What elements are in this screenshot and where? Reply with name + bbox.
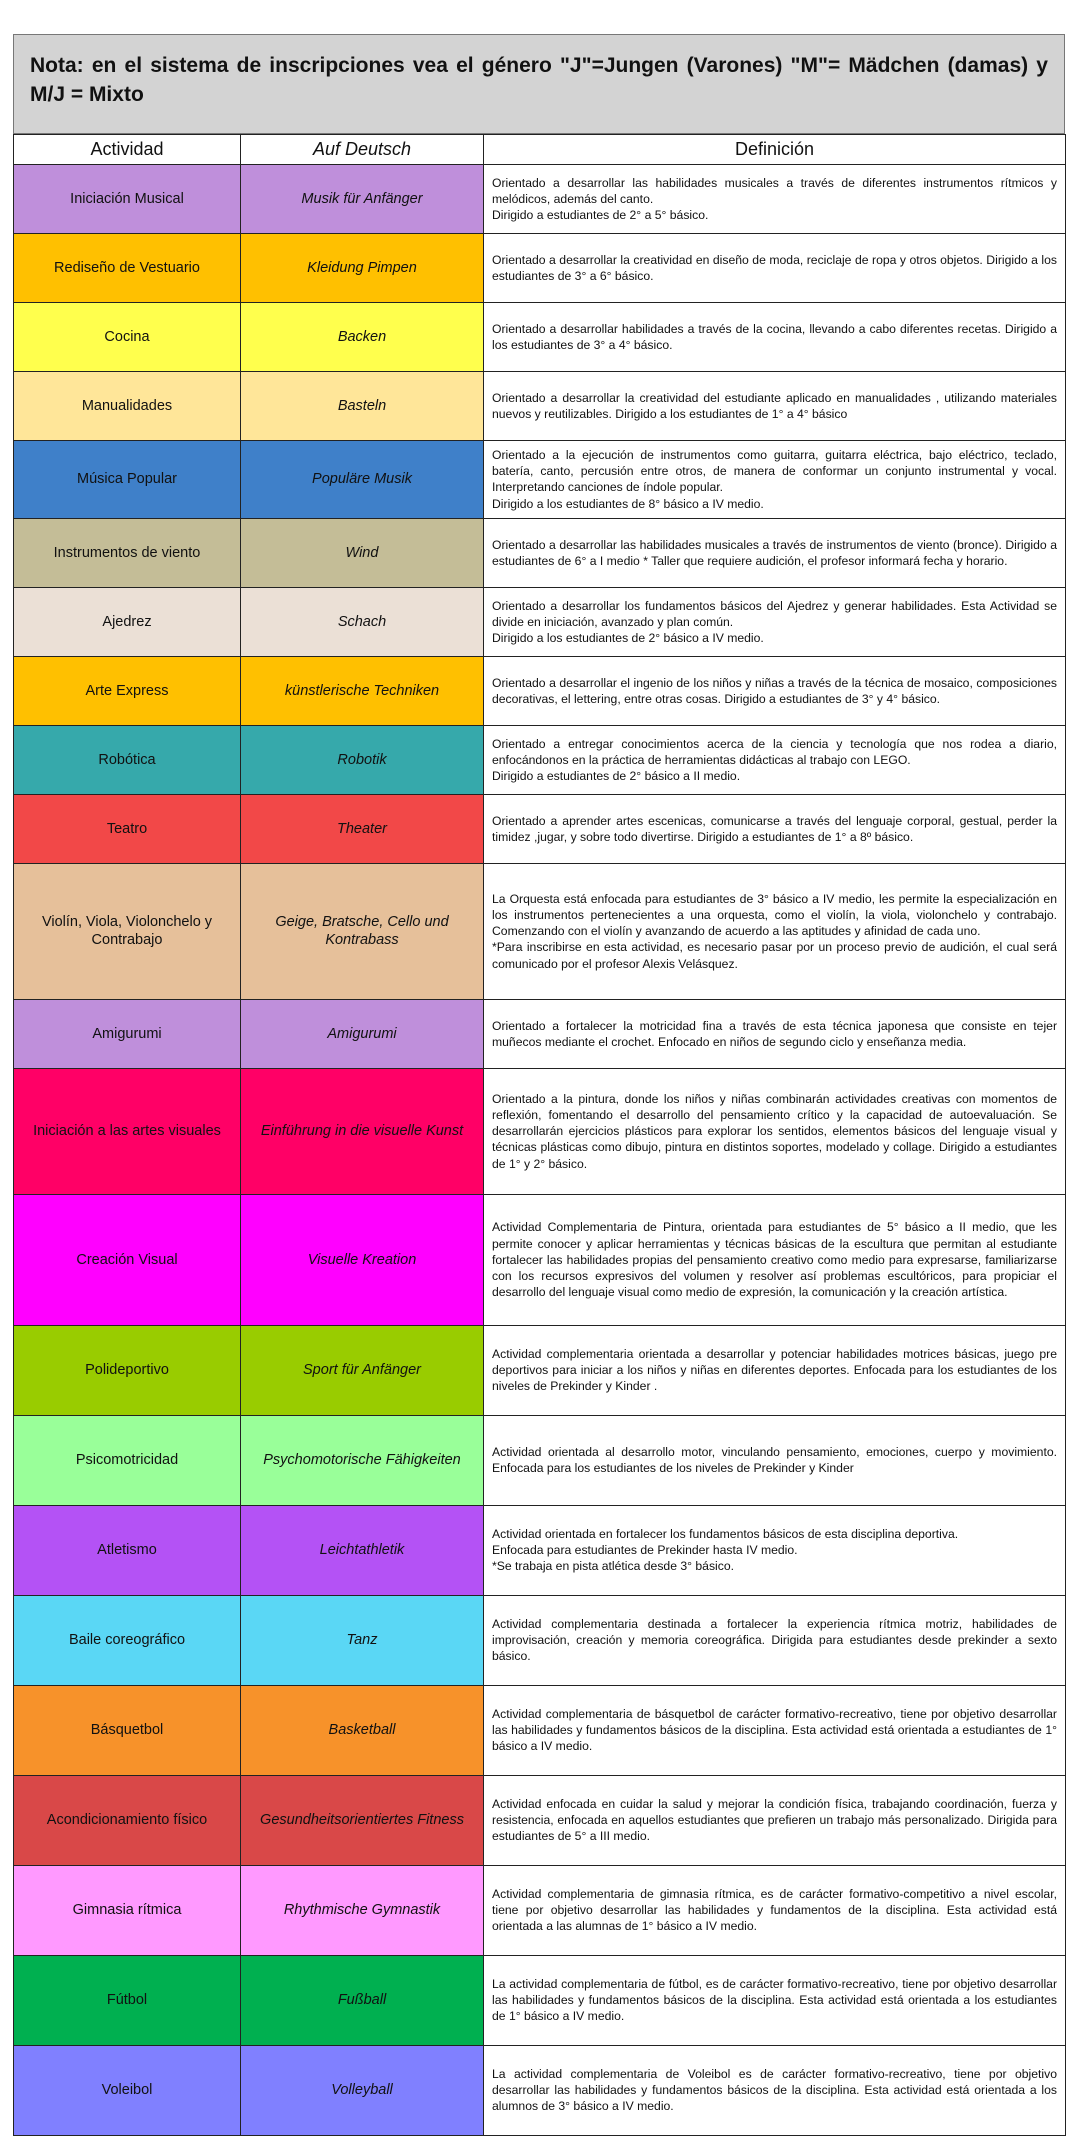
activity-definition: Orientado a desarrollar las habilidades musicales a través de instrumentos de viento (bronce). Dirigido a estudiantes de 6° a I medio * Taller que requiere audición, el profesor informará fecha y horario.	[492, 537, 1057, 568]
activity-german-name: Schach	[241, 587, 484, 656]
table-row	[14, 656, 1066, 725]
table-row	[14, 2045, 1066, 2135]
activity-german-name: Gesundheitsorientiertes Fitness	[241, 1775, 484, 1865]
activity-name: Básquetbol	[14, 1685, 241, 1775]
table-row	[14, 165, 1066, 234]
activity-definition-cell	[484, 1685, 1066, 1775]
activity-definition: Orientado a desarrollar habilidades a través de la cocina, llevando a cabo diferentes recetas. Dirigido a los estudiantes de 3° a 4° básico.	[492, 321, 1057, 352]
activity-name: Creación Visual	[14, 1194, 241, 1325]
activities-table	[13, 134, 1066, 2136]
activity-definition: Orientado a desarrollar la creatividad en diseño de moda, reciclaje de ropa y otros objetos. Dirigido a los estudiantes de 3° a 6° básico.	[492, 252, 1057, 283]
activity-name: Gimnasia rítmica	[14, 1865, 241, 1955]
activity-german-name: Rhythmische Gymnastik	[241, 1865, 484, 1955]
activity-definition: La actividad complementaria de fútbol, es de carácter formativo-recreativo, tiene por objetivo desarrollar las habilidades y fundamentos básicos de la disciplina. Esta actividad está orientada a los estudiantes de 1° básico a IV medio.	[492, 1977, 1057, 2024]
activity-german-name: Visuelle Kreation	[241, 1194, 484, 1325]
activity-definition: Actividad complementaria de básquetbol de carácter formativo-recreativo, tiene por objetivo desarrollar las habilidades y fundamentos básicos de la disciplina. Esta actividad está orientada a estudiantes de 1° básico a IV medio.	[492, 1707, 1057, 1754]
activity-definition-cell	[484, 1865, 1066, 1955]
table-row	[14, 999, 1066, 1068]
table-row	[14, 1775, 1066, 1865]
activity-definition-cell	[484, 1415, 1066, 1505]
activity-german-name: Psychomotorische Fähigkeiten	[241, 1415, 484, 1505]
activity-german-name: Kleidung Pimpen	[241, 234, 484, 303]
activity-name: Psicomotricidad	[14, 1415, 241, 1505]
activity-definition: La actividad complementaria de Voleibol es de carácter formativo-recreativo, tiene por objetivo desarrollar las habilidades y fundamentos básicos de la disciplina. Esta actividad está orientada a los alumnos de 3° básico a IV medio.	[492, 2067, 1057, 2114]
activity-definition: Actividad complementaria orientada a desarrollar y potenciar habilidades motrices básicas, juego pre deportivos para iniciar a los niños y niñas en diferentes deportes. Enfocada para los estudiantes de los niveles de Prekinder y Kinder .	[492, 1347, 1057, 1394]
activity-name: Amigurumi	[14, 999, 241, 1068]
activity-german-name: Wind	[241, 518, 484, 587]
activity-name: Arte Express	[14, 656, 241, 725]
activity-definition-cell	[484, 372, 1066, 441]
activity-german-name: Backen	[241, 303, 484, 372]
activity-name: Ajedrez	[14, 587, 241, 656]
activity-definition-cell	[484, 1775, 1066, 1865]
table-row	[14, 441, 1066, 519]
activity-definition: Orientado a entregar conocimientos acerca de la ciencia y tecnología que nos rodea a diario, enfocándonos en la práctica de herramientas didácticas al trabajo con LEGO. Dirigido a estudiantes de 2° básico a II medio.	[492, 736, 1057, 783]
activity-german-name: Fußball	[241, 1955, 484, 2045]
table-row	[14, 1505, 1066, 1595]
activity-name: Polideportivo	[14, 1325, 241, 1415]
activity-definition-cell	[484, 234, 1066, 303]
activity-definition-cell	[484, 165, 1066, 234]
activity-name: Rediseño de Vestuario	[14, 234, 241, 303]
table-row	[14, 1955, 1066, 2045]
header-definicion: Definición	[484, 135, 1066, 165]
activity-definition-cell	[484, 863, 1066, 999]
table-row	[14, 518, 1066, 587]
activity-definition-cell	[484, 587, 1066, 656]
table-row	[14, 1595, 1066, 1685]
activity-german-name: Einführung in die visuelle Kunst	[241, 1068, 484, 1194]
activity-name: Iniciación a las artes visuales	[14, 1068, 241, 1194]
table-row	[14, 234, 1066, 303]
table-row	[14, 587, 1066, 656]
activity-definition-cell	[484, 656, 1066, 725]
table-row	[14, 1068, 1066, 1194]
activity-definition: Actividad orientada al desarrollo motor, vinculando pensamiento, emociones, cuerpo y movimiento. Enfocada para los estudiantes de los niveles de Prekinder y Kinder	[492, 1445, 1057, 1476]
activity-definition-cell	[484, 518, 1066, 587]
activity-definition: Orientado a la pintura, donde los niños y niñas combinarán actividades creativas con momentos de reflexión, fomentando el desarrollo del pensamiento crítico y la capacidad de autoevaluación. Se desarrollarán ejercicios plásticos para explorar los sentidos, elementos básicos del lenguaje visual y técnicas plásticas como dibujo, pintura en distintos soportes, modelado y collage. Dirigido a estudiantes de 1° y 2° básico.	[492, 1091, 1057, 1171]
activity-name: Violín, Viola, Violonchelo y Contrabajo	[14, 863, 241, 999]
table-row	[14, 1194, 1066, 1325]
table-row	[14, 1415, 1066, 1505]
activity-definition-cell	[484, 303, 1066, 372]
activity-definition: Actividad complementaria destinada a fortalecer la experiencia rítmica motriz, habilidades de improvisación, creación y memoria coreográfica. Dirigida para estudiantes desde prekinder a sexto básico.	[492, 1617, 1057, 1664]
activity-german-name: Theater	[241, 794, 484, 863]
activity-german-name: Populäre Musik	[241, 441, 484, 519]
activity-definition-cell	[484, 2045, 1066, 2135]
activity-german-name: Leichtathletik	[241, 1505, 484, 1595]
activity-name: Música Popular	[14, 441, 241, 519]
table-row	[14, 1685, 1066, 1775]
table-row	[14, 372, 1066, 441]
activity-german-name: Sport für Anfänger	[241, 1325, 484, 1415]
activity-definition: Orientado a fortalecer la motricidad fina a través de esta técnica japonesa que consiste en tejer muñecos mediante el crochet. Enfocado en niños de segundo ciclo y enseñanza media.	[492, 1018, 1057, 1049]
activity-definition-cell	[484, 1068, 1066, 1194]
table-header-row	[14, 135, 1066, 165]
table-row	[14, 794, 1066, 863]
activity-definition: La Orquesta está enfocada para estudiantes de 3° básico a IV medio, les permite la especialización en los instrumentos pertenecientes a una orquesta, como el violín, la viola, violonchelo y contrabajo. Comenzando con el violín y avanzando de acuerdo a las aptitudes y afinidad de cada uno. *Para inscribirse en esta actividad, es necesario pasar por un proceso previo de audición, el cual será comunicado por el profesor Alexis Velásquez.	[492, 891, 1057, 971]
activity-german-name: Volleyball	[241, 2045, 484, 2135]
activity-definition-cell	[484, 1595, 1066, 1685]
header-actividad: Actividad	[14, 135, 241, 165]
activity-definition-cell	[484, 725, 1066, 794]
activity-name: Iniciación Musical	[14, 165, 241, 234]
activity-german-name: Tanz	[241, 1595, 484, 1685]
activity-german-name: Basketball	[241, 1685, 484, 1775]
activity-definition-cell	[484, 794, 1066, 863]
activity-definition: Orientado a desarrollar el ingenio de los niños y niñas a través de la técnica de mosaico, composiciones decorativas, el lettering, entre otras cosas. Dirigido a estudiantes de 3° y 4° básico.	[492, 675, 1057, 706]
activity-definition: Actividad orientada en fortalecer los fundamentos básicos de esta disciplina deportiva. Enfocada para estudiantes de Prekinder hasta IV medio. *Se trabaja en pista atlética desde 3° básico.	[492, 1527, 959, 1574]
activity-definition: Orientado a desarrollar la creatividad del estudiante aplicado en manualidades , utilizando materiales nuevos y reutilizables. Dirigido a los estudiantes de 1° a 4° básico	[492, 390, 1057, 421]
activity-name: Cocina	[14, 303, 241, 372]
activity-german-name: künstlerische Techniken	[241, 656, 484, 725]
table-row	[14, 863, 1066, 999]
activity-german-name: Geige, Bratsche, Cello und Kontrabass	[241, 863, 484, 999]
activity-definition-cell	[484, 441, 1066, 519]
activity-definition: Orientado a la ejecución de instrumentos como guitarra, guitarra eléctrica, bajo eléctrico, teclado, batería, canto, percusión entre otros, de manera de conformar un conjunto instrumental y vocal. Interpretando canciones de índole popular. Dirigido a los estudiantes de 8° básico a IV medio.	[492, 448, 1057, 511]
registration-note: Nota: en el sistema de inscripciones vea el género "J"=Jungen (Varones) "M"= Mädchen (damas) y M/J = Mixto	[13, 34, 1065, 134]
activity-definition-cell	[484, 1955, 1066, 2045]
activity-definition: Orientado a desarrollar los fundamentos básicos del Ajedrez y generar habilidades. Esta Actividad se divide en iniciación, avanzado y plan común. Dirigido a los estudiantes de 2° básico a IV medio.	[492, 598, 1057, 645]
activity-definition-cell	[484, 1194, 1066, 1325]
activity-name: Atletismo	[14, 1505, 241, 1595]
activity-definition-cell	[484, 999, 1066, 1068]
activity-german-name: Robotik	[241, 725, 484, 794]
activity-name: Robótica	[14, 725, 241, 794]
activity-german-name: Musik für Anfänger	[241, 165, 484, 234]
activity-name: Baile coreográfico	[14, 1595, 241, 1685]
activity-definition: Orientado a aprender artes escenicas, comunicarse a través del lenguaje corporal, gestual, perder la timidez ,jugar, y sobre todo divertirse. Dirigido a estudiantes de 1° a 8º básico.	[492, 813, 1057, 844]
activity-definition-cell	[484, 1325, 1066, 1415]
activity-definition: Actividad complementaria de gimnasia rítmica, es de carácter formativo-competitivo a nivel escolar, tiene por objetivo desarrollar las habilidades y fundamentos de la disciplina. Esta actividad está orientada a las alumnas de 1° básico a IV medio.	[492, 1887, 1057, 1934]
activity-german-name: Basteln	[241, 372, 484, 441]
table-row	[14, 725, 1066, 794]
header-auf-deutsch: Auf Deutsch	[241, 135, 484, 165]
table-row	[14, 303, 1066, 372]
table-row	[14, 1325, 1066, 1415]
activity-definition: Actividad enfocada en cuidar la salud y mejorar la condición física, trabajando coordinación, fuerza y resistencia, enfocada en aquellos estudiantes que prefieren un trabajo más personalizado. Dirigida para estudiantes de 5° a III medio.	[492, 1797, 1057, 1844]
activity-definition-cell	[484, 1505, 1066, 1595]
activity-name: Voleibol	[14, 2045, 241, 2135]
activities-document	[13, 34, 1065, 2136]
activity-name: Instrumentos de viento	[14, 518, 241, 587]
activity-definition: Actividad Complementaria de Pintura, orientada para estudiantes de 5° básico a II medio, que les permite conocer y aplicar herramientas y técnicas básicas de la escultura que permitan al estudiante fortalecer las habilidades propias del pensamiento creativo como medio para expresarse, familiarizarse con los recursos expresivos del volumen y resolver así problemas escultóricos, para propiciar el desarrollo del lenguaje visual como medio de expresión, la comunicación y la creación artística.	[492, 1220, 1057, 1300]
activity-german-name: Amigurumi	[241, 999, 484, 1068]
activity-name: Manualidades	[14, 372, 241, 441]
table-row	[14, 1865, 1066, 1955]
activity-definition: Orientado a desarrollar las habilidades musicales a través de diferentes instrumentos rítmicos y melódicos, además del canto. Dirigido a estudiantes de 2° a 5° básico.	[492, 175, 1057, 223]
activity-name: Teatro	[14, 794, 241, 863]
activity-name: Fútbol	[14, 1955, 241, 2045]
activity-name: Acondicionamiento físico	[14, 1775, 241, 1865]
